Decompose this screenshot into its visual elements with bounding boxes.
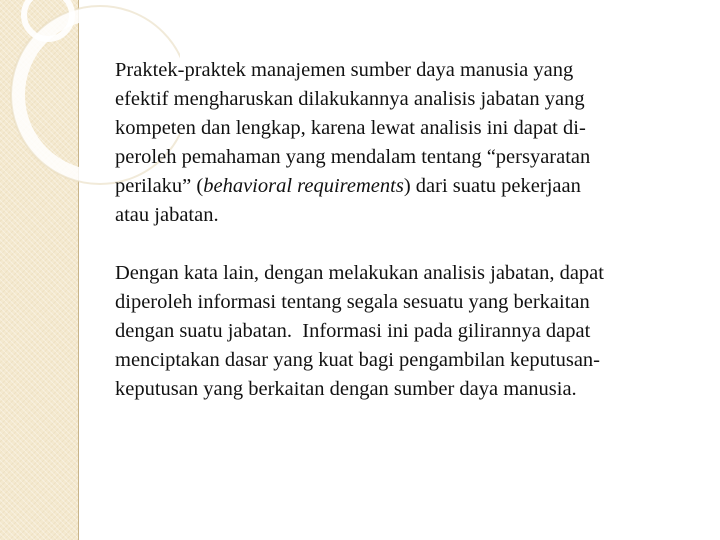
paragraph-2-line-4: menciptakan dasar yang kuat bagi pengambilan keputusan- [115, 349, 601, 371]
paragraph-1-line-1: Praktek-praktek manajemen sumber daya manusia yang [115, 59, 574, 81]
paragraph-1-line-5-end: ) dari suatu pekerjaan [403, 175, 581, 197]
paragraph-1-line-3: kompeten dan lengkap, karena lewat analisis ini dapat di- [115, 117, 586, 139]
paragraph-2-line-5: keputusan yang berkaitan dengan sumber daya manusia. [115, 378, 577, 400]
italic-term: behavioral requirements [203, 175, 404, 197]
paragraph-1-line-6: atau jabatan. [115, 204, 219, 226]
paragraph-1-line-4: peroleh pemahaman yang mendalam tentang “persyaratan [115, 146, 591, 168]
paragraph-1-line-2: efektif mengharuskan dilakukannya analisis jabatan yang [115, 88, 585, 110]
paragraph-2-line-1: Dengan kata lain, dengan melakukan analisis jabatan, dapat [115, 262, 604, 284]
paragraph-1-line-5-start: perilaku” ( [115, 175, 204, 197]
paragraph-2-line-2: diperoleh informasi tentang segala sesuatu yang berkaitan [115, 291, 590, 313]
paragraph-2 [115, 259, 690, 404]
paragraph-2-line-3: dengan suatu jabatan. Informasi ini pada gilirannya dapat [115, 320, 591, 342]
paragraph-1-line-5 [115, 175, 581, 197]
paragraph-1 [115, 56, 690, 230]
slide-body [115, 56, 690, 433]
